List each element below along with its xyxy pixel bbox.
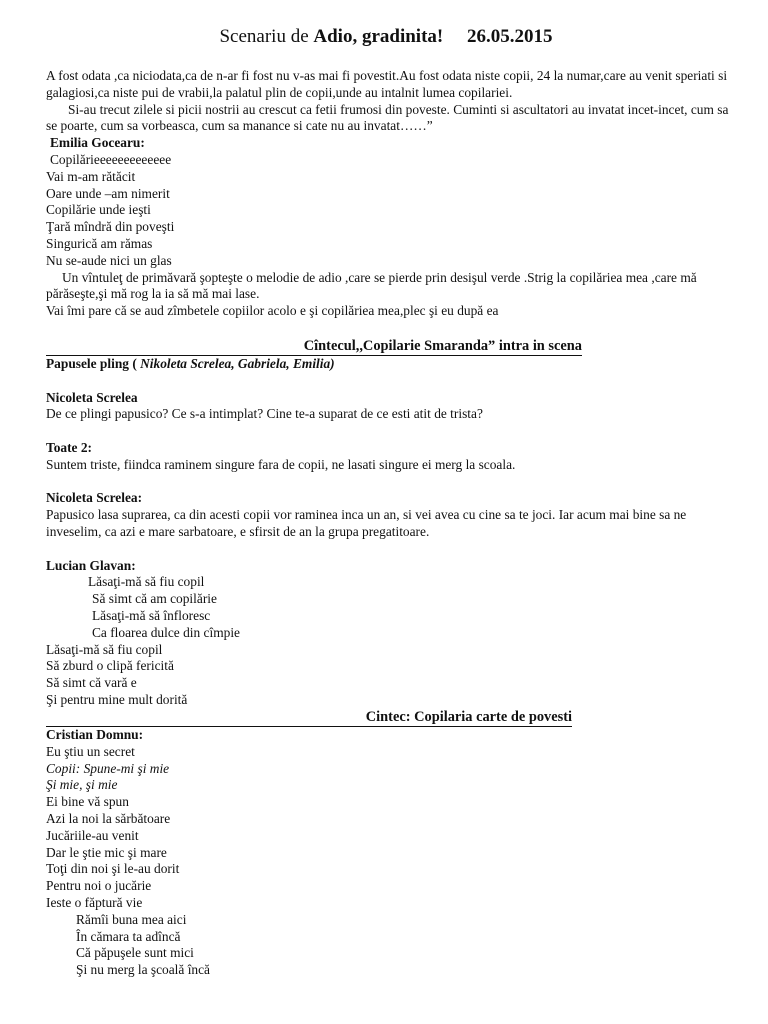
speaker-lucian: Lucian Glavan: [46, 557, 136, 573]
poem1-line: Copilărie unde ieşti [46, 202, 151, 218]
poem3-line: Azi la noi la sărbătoare [46, 810, 171, 826]
poem2-line: Ca floarea dulce din cîmpie [92, 624, 240, 640]
poem3-line: Toţi din noi şi le-au dorit [46, 861, 180, 877]
poem3-line: Ei bine vă spun [46, 794, 129, 810]
poem3-line: Eu ştiu un secret [46, 743, 135, 759]
poem2-line: Şi pentru mine mult dorită [46, 691, 188, 707]
page-title [46, 26, 726, 48]
intro-paragraph-1: A fost odata ,ca niciodata,ca de n-ar fi fost nu v-as mai fi povestit.Au fost odata niste copii, 24 la numar,care au venit speriati si galagiosi,ca niste pui de vrabii,la palatul plin de copii,unde au intalnit lumea copilariei. [46, 68, 728, 100]
dialog-line: Suntem triste, fiindca raminem singure fara de copii, ne lasati singure ei merg la scoala. [46, 456, 516, 472]
poem1-line: Oare unde –am nimerit [46, 185, 170, 201]
poem3-line: Că păpuşele sunt mici [76, 945, 194, 961]
dialog-line: De ce plingi papusico? Ce s-a intimplat? Cine te-a suparat de ce esti atit de trista? [46, 406, 483, 422]
poem1-line: Vai m-am rătăcit [46, 168, 136, 184]
poem1-line: Copilărieeeeeeeeeeeee [50, 151, 172, 167]
paragraph-zimbete: Vai îmi pare că se aud zîmbetele copiilor acolo e şi copilăriea mea,plec şi eu după ea [46, 303, 499, 319]
paragraph-vintulet: Un vîntuleţ de primăvară şopteşte o melodie de adio ,care se pierde prin desişul verde .Strig la copilăriea mea ,care mă părăseşte,şi mă rog la ia să mă mai lase. [46, 269, 697, 302]
title-date: 26.05.2015 [467, 26, 553, 47]
poem3-line: Şi nu merg la şcoală încă [76, 962, 210, 978]
poem1-line: Singurică am rămas [46, 235, 153, 251]
poem3-line: Ieste o făptură vie [46, 894, 143, 910]
papusele-names: Nikoleta Screlea, Gabriela, Emilia) [140, 356, 335, 371]
poem2-line: Să simt că vară e [46, 675, 137, 691]
intro-block [46, 68, 730, 320]
dialog-paragraph: Papusico lasa suprarea, ca din acesti copii vor raminea inca un an, si vei avea cu cine sa te joci. Iar acum mai bine sa ne inveselim, ca azi e mare sarbatoare, e sfirsit de an la grupa pregatitoare. [46, 507, 687, 539]
poem3-line: Copii: Spune-mi şi mie [46, 760, 170, 776]
poem3-line: În cămara ta adîncă [76, 928, 181, 944]
poem3-line: Dar le ştie mic şi mare [46, 844, 167, 860]
section-heading-cintec: Cintec: Copilaria carte de povesti [46, 709, 572, 727]
section-heading-smaranda: Cîntecul,,Copilarie Smaranda” intra in scena [46, 338, 582, 356]
poem3-block [46, 727, 730, 979]
poem2-line: Lăsaţi-mă să fiu copil [46, 641, 163, 657]
poem3-line: Şi mie, şi mie [46, 777, 118, 793]
poem2-line: Lăsaţi-mă să fiu copil [88, 574, 205, 590]
intro-paragraph-2: Si-au trecut zilele si picii nostrii au crescut ca fetii frumosi din poveste. Cuminti si ascultatori au invatat incet-incet, cum sa se poarte, cum sa vorbeasca, cum sa manance si cate nu au invatat……” [46, 101, 729, 134]
speaker-emilia: Emilia Gocearu: [50, 135, 145, 151]
poem3-line: Pentru noi o jucărie [46, 878, 152, 894]
title-prefix: Scenariu de [219, 26, 314, 47]
poem2-line: Să simt că am copilărie [92, 591, 217, 607]
poem2-line: Să zburd o clipă fericită [46, 658, 174, 674]
speaker-nicoleta: Nicoleta Screlea [46, 389, 138, 405]
speaker-cristian: Cristian Domnu: [46, 727, 144, 742]
title-name: Adio, gradinita! [313, 26, 444, 47]
poem3-line: Rămîi buna mea aici [76, 911, 187, 927]
papusele-line [46, 356, 730, 373]
speaker-toate: Toate 2: [46, 439, 92, 455]
poem3-line: Jucăriile-au venit [46, 827, 139, 843]
poem1-line: Ţară mîndră din poveşti [46, 219, 175, 235]
poem1-line: Nu se-aude nici un glas [46, 252, 172, 268]
papusele-label: Papusele pling ( [46, 356, 141, 371]
dialog-block [46, 356, 730, 709]
poem2-line: Lăsaţi-mă să înfloresc [92, 607, 211, 623]
speaker-nicoleta-2: Nicoleta Screlea: [46, 490, 143, 506]
